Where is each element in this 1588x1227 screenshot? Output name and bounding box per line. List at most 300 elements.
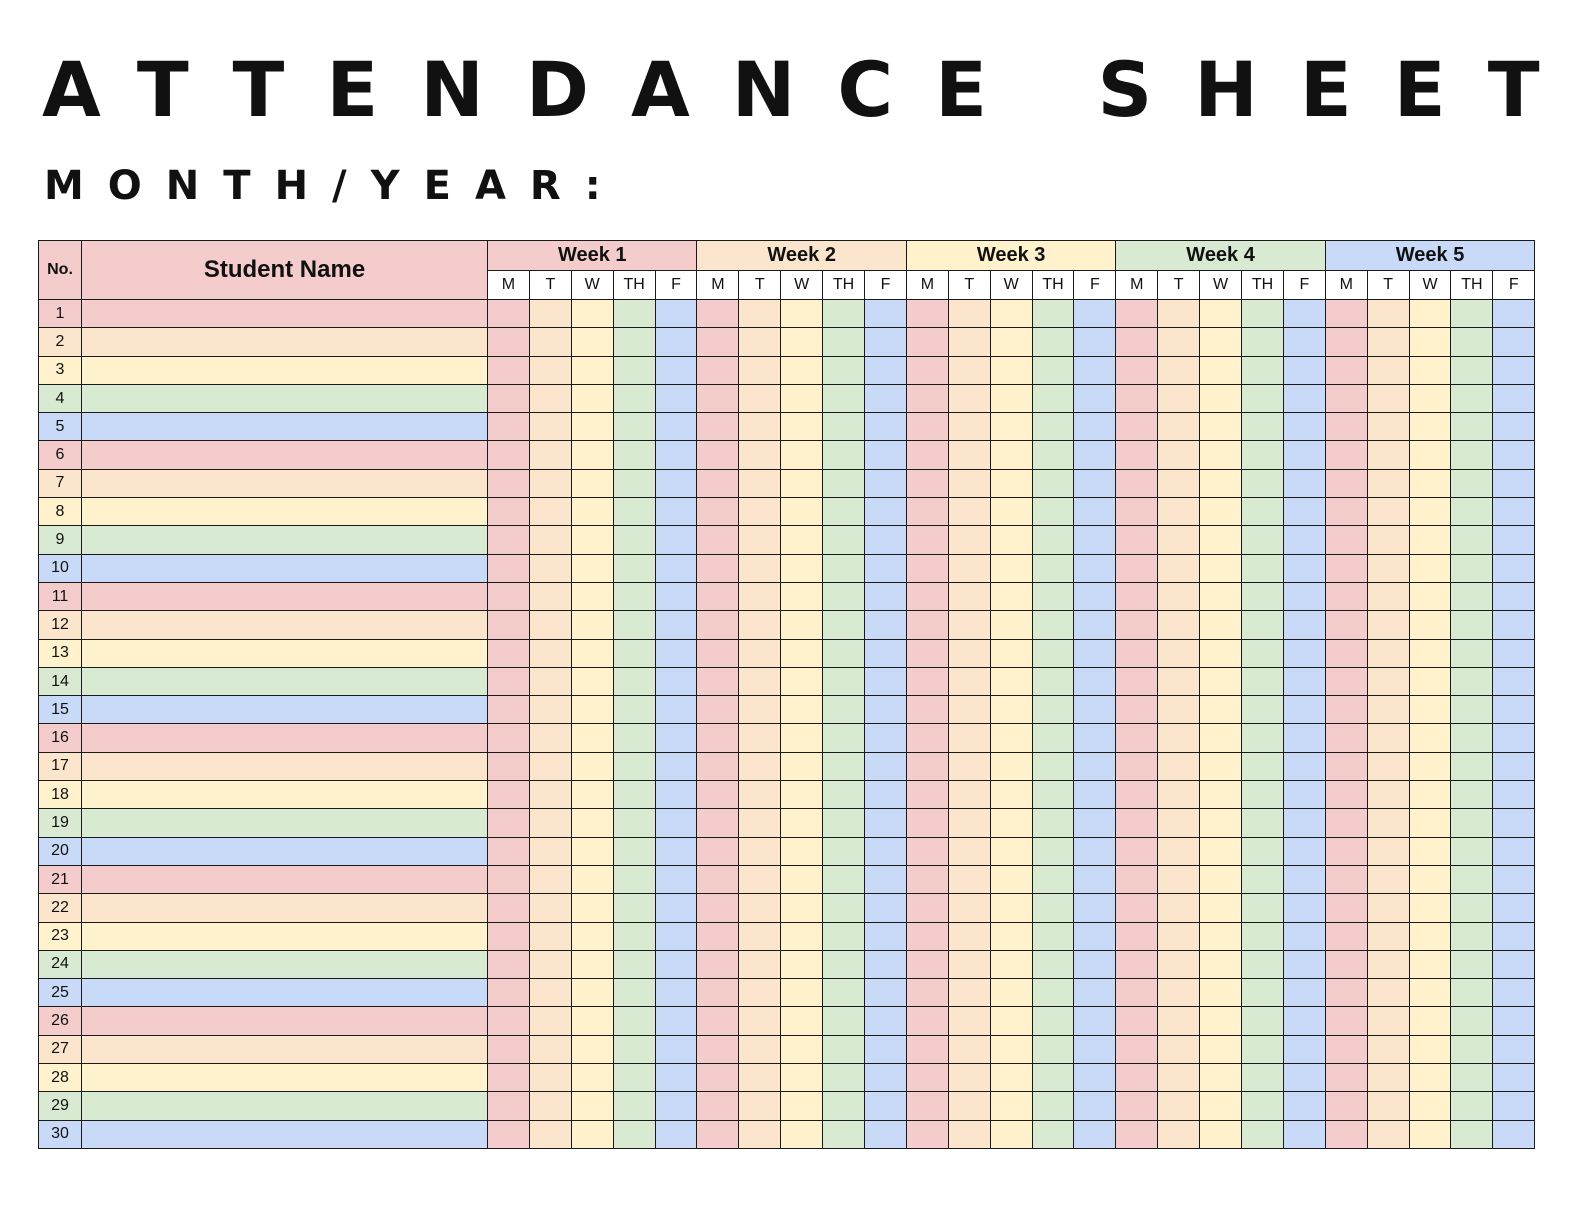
attendance-cell[interactable] [1283,809,1325,837]
attendance-cell[interactable] [1409,696,1451,724]
attendance-cell[interactable] [1032,894,1074,922]
attendance-cell[interactable] [1032,752,1074,780]
attendance-cell[interactable] [1242,384,1284,412]
attendance-cell[interactable] [571,356,613,384]
attendance-cell[interactable] [1409,356,1451,384]
attendance-cell[interactable] [1325,300,1367,328]
attendance-cell[interactable] [781,328,823,356]
attendance-cell[interactable] [739,582,781,610]
attendance-cell[interactable] [990,837,1032,865]
attendance-cell[interactable] [488,922,530,950]
attendance-cell[interactable] [948,1035,990,1063]
attendance-cell[interactable] [823,441,865,469]
attendance-cell[interactable] [1451,582,1493,610]
attendance-cell[interactable] [488,979,530,1007]
attendance-cell[interactable] [990,582,1032,610]
attendance-cell[interactable] [865,328,907,356]
attendance-cell[interactable] [529,384,571,412]
attendance-cell[interactable] [488,752,530,780]
attendance-cell[interactable] [1116,611,1158,639]
attendance-cell[interactable] [906,441,948,469]
attendance-cell[interactable] [781,526,823,554]
attendance-cell[interactable] [1116,582,1158,610]
attendance-cell[interactable] [697,979,739,1007]
attendance-cell[interactable] [1032,554,1074,582]
attendance-cell[interactable] [739,469,781,497]
attendance-cell[interactable] [1200,413,1242,441]
attendance-cell[interactable] [1283,865,1325,893]
attendance-cell[interactable] [865,300,907,328]
attendance-cell[interactable] [1242,1092,1284,1120]
attendance-cell[interactable] [1158,752,1200,780]
attendance-cell[interactable] [1074,384,1116,412]
attendance-cell[interactable] [1242,300,1284,328]
attendance-cell[interactable] [571,922,613,950]
attendance-cell[interactable] [948,356,990,384]
attendance-cell[interactable] [697,1064,739,1092]
attendance-cell[interactable] [697,328,739,356]
attendance-cell[interactable] [655,894,697,922]
attendance-cell[interactable] [1325,441,1367,469]
attendance-cell[interactable] [906,696,948,724]
attendance-cell[interactable] [571,639,613,667]
attendance-cell[interactable] [1116,809,1158,837]
attendance-cell[interactable] [1451,979,1493,1007]
attendance-cell[interactable] [1493,752,1535,780]
attendance-cell[interactable] [906,611,948,639]
attendance-cell[interactable] [1493,809,1535,837]
attendance-cell[interactable] [1200,809,1242,837]
attendance-cell[interactable] [529,1120,571,1148]
attendance-cell[interactable] [1283,554,1325,582]
attendance-cell[interactable] [1242,752,1284,780]
attendance-cell[interactable] [1032,696,1074,724]
attendance-cell[interactable] [613,696,655,724]
attendance-cell[interactable] [1200,894,1242,922]
attendance-cell[interactable] [488,441,530,469]
attendance-cell[interactable] [697,894,739,922]
attendance-cell[interactable] [1283,1035,1325,1063]
attendance-cell[interactable] [990,979,1032,1007]
attendance-cell[interactable] [697,724,739,752]
attendance-cell[interactable] [1367,469,1409,497]
attendance-cell[interactable] [1032,498,1074,526]
attendance-cell[interactable] [488,526,530,554]
attendance-cell[interactable] [655,667,697,695]
attendance-cell[interactable] [906,837,948,865]
attendance-cell[interactable] [613,1120,655,1148]
attendance-cell[interactable] [1116,1120,1158,1148]
attendance-cell[interactable] [529,611,571,639]
attendance-cell[interactable] [739,696,781,724]
attendance-cell[interactable] [571,328,613,356]
attendance-cell[interactable] [488,328,530,356]
attendance-cell[interactable] [1409,441,1451,469]
attendance-cell[interactable] [948,1092,990,1120]
attendance-cell[interactable] [1283,498,1325,526]
attendance-cell[interactable] [1158,1064,1200,1092]
attendance-cell[interactable] [865,837,907,865]
attendance-cell[interactable] [697,865,739,893]
attendance-cell[interactable] [1074,865,1116,893]
attendance-cell[interactable] [1367,498,1409,526]
attendance-cell[interactable] [1493,1035,1535,1063]
attendance-cell[interactable] [1158,498,1200,526]
attendance-cell[interactable] [865,696,907,724]
attendance-cell[interactable] [1074,469,1116,497]
attendance-cell[interactable] [948,1064,990,1092]
attendance-cell[interactable] [1283,696,1325,724]
attendance-cell[interactable] [948,809,990,837]
attendance-cell[interactable] [1242,781,1284,809]
attendance-cell[interactable] [1367,837,1409,865]
attendance-cell[interactable] [1409,526,1451,554]
attendance-cell[interactable] [739,498,781,526]
student-name-cell[interactable] [82,300,488,328]
attendance-cell[interactable] [1493,611,1535,639]
attendance-cell[interactable] [781,498,823,526]
attendance-cell[interactable] [865,1092,907,1120]
attendance-cell[interactable] [781,724,823,752]
attendance-cell[interactable] [1158,781,1200,809]
attendance-cell[interactable] [781,894,823,922]
attendance-cell[interactable] [1158,950,1200,978]
attendance-cell[interactable] [906,1064,948,1092]
attendance-cell[interactable] [1200,1092,1242,1120]
attendance-cell[interactable] [613,611,655,639]
attendance-cell[interactable] [823,865,865,893]
attendance-cell[interactable] [1074,356,1116,384]
attendance-cell[interactable] [1032,979,1074,1007]
attendance-cell[interactable] [906,384,948,412]
attendance-cell[interactable] [906,1007,948,1035]
attendance-cell[interactable] [488,582,530,610]
attendance-cell[interactable] [1325,384,1367,412]
student-name-cell[interactable] [82,922,488,950]
attendance-cell[interactable] [1367,781,1409,809]
student-name-cell[interactable] [82,781,488,809]
attendance-cell[interactable] [1283,950,1325,978]
attendance-cell[interactable] [739,328,781,356]
attendance-cell[interactable] [655,498,697,526]
attendance-cell[interactable] [571,837,613,865]
attendance-cell[interactable] [1032,526,1074,554]
attendance-cell[interactable] [906,950,948,978]
attendance-cell[interactable] [1074,582,1116,610]
attendance-cell[interactable] [948,894,990,922]
attendance-cell[interactable] [1493,837,1535,865]
attendance-cell[interactable] [1200,582,1242,610]
attendance-cell[interactable] [1116,837,1158,865]
attendance-cell[interactable] [1116,1007,1158,1035]
attendance-cell[interactable] [823,922,865,950]
attendance-cell[interactable] [1325,752,1367,780]
attendance-cell[interactable] [1074,950,1116,978]
attendance-cell[interactable] [529,809,571,837]
attendance-cell[interactable] [655,696,697,724]
attendance-cell[interactable] [781,950,823,978]
attendance-cell[interactable] [1451,724,1493,752]
attendance-cell[interactable] [1451,1064,1493,1092]
attendance-cell[interactable] [781,611,823,639]
attendance-cell[interactable] [1451,413,1493,441]
attendance-cell[interactable] [697,922,739,950]
attendance-cell[interactable] [1074,809,1116,837]
attendance-cell[interactable] [1283,469,1325,497]
attendance-cell[interactable] [906,1035,948,1063]
attendance-cell[interactable] [1032,667,1074,695]
attendance-cell[interactable] [1158,865,1200,893]
attendance-cell[interactable] [529,413,571,441]
attendance-cell[interactable] [1493,781,1535,809]
attendance-cell[interactable] [1493,413,1535,441]
attendance-cell[interactable] [697,950,739,978]
attendance-cell[interactable] [1158,1120,1200,1148]
attendance-cell[interactable] [823,356,865,384]
student-name-cell[interactable] [82,865,488,893]
attendance-cell[interactable] [1242,328,1284,356]
attendance-cell[interactable] [1242,582,1284,610]
attendance-cell[interactable] [1116,979,1158,1007]
attendance-cell[interactable] [529,526,571,554]
attendance-cell[interactable] [697,781,739,809]
attendance-cell[interactable] [1493,582,1535,610]
student-name-cell[interactable] [82,667,488,695]
attendance-cell[interactable] [1032,724,1074,752]
attendance-cell[interactable] [1158,413,1200,441]
attendance-cell[interactable] [529,979,571,1007]
attendance-cell[interactable] [1409,667,1451,695]
student-name-cell[interactable] [82,413,488,441]
attendance-cell[interactable] [1116,441,1158,469]
attendance-cell[interactable] [1493,1007,1535,1035]
attendance-cell[interactable] [906,554,948,582]
attendance-cell[interactable] [1283,1007,1325,1035]
attendance-cell[interactable] [613,1092,655,1120]
attendance-cell[interactable] [1200,837,1242,865]
attendance-cell[interactable] [488,498,530,526]
attendance-cell[interactable] [990,639,1032,667]
attendance-cell[interactable] [1116,865,1158,893]
attendance-cell[interactable] [1283,781,1325,809]
attendance-cell[interactable] [906,639,948,667]
attendance-cell[interactable] [1493,328,1535,356]
attendance-cell[interactable] [1242,809,1284,837]
attendance-cell[interactable] [1325,413,1367,441]
attendance-cell[interactable] [1367,639,1409,667]
attendance-cell[interactable] [990,752,1032,780]
attendance-cell[interactable] [865,1064,907,1092]
attendance-cell[interactable] [948,1120,990,1148]
attendance-cell[interactable] [990,1064,1032,1092]
attendance-cell[interactable] [1325,1035,1367,1063]
attendance-cell[interactable] [571,894,613,922]
attendance-cell[interactable] [1158,328,1200,356]
attendance-cell[interactable] [488,1007,530,1035]
attendance-cell[interactable] [906,582,948,610]
attendance-cell[interactable] [1451,328,1493,356]
attendance-cell[interactable] [865,781,907,809]
attendance-cell[interactable] [906,865,948,893]
attendance-cell[interactable] [823,1120,865,1148]
attendance-cell[interactable] [613,1007,655,1035]
attendance-cell[interactable] [865,356,907,384]
attendance-cell[interactable] [990,1092,1032,1120]
attendance-cell[interactable] [1493,384,1535,412]
attendance-cell[interactable] [1325,696,1367,724]
attendance-cell[interactable] [1493,979,1535,1007]
attendance-cell[interactable] [1242,1035,1284,1063]
attendance-cell[interactable] [781,752,823,780]
attendance-cell[interactable] [739,1035,781,1063]
attendance-cell[interactable] [781,1007,823,1035]
attendance-cell[interactable] [906,979,948,1007]
attendance-cell[interactable] [655,979,697,1007]
attendance-cell[interactable] [781,300,823,328]
attendance-cell[interactable] [697,837,739,865]
attendance-cell[interactable] [613,809,655,837]
attendance-cell[interactable] [697,498,739,526]
attendance-cell[interactable] [613,837,655,865]
attendance-cell[interactable] [1116,894,1158,922]
attendance-cell[interactable] [990,696,1032,724]
attendance-cell[interactable] [1116,554,1158,582]
attendance-cell[interactable] [781,356,823,384]
attendance-cell[interactable] [1367,554,1409,582]
attendance-cell[interactable] [1367,696,1409,724]
attendance-cell[interactable] [781,1064,823,1092]
attendance-cell[interactable] [613,865,655,893]
student-name-cell[interactable] [82,639,488,667]
attendance-cell[interactable] [1074,696,1116,724]
attendance-cell[interactable] [1325,950,1367,978]
student-name-cell[interactable] [82,582,488,610]
attendance-cell[interactable] [823,1064,865,1092]
attendance-cell[interactable] [1325,1092,1367,1120]
attendance-cell[interactable] [1200,356,1242,384]
attendance-cell[interactable] [1074,413,1116,441]
attendance-cell[interactable] [1032,809,1074,837]
attendance-cell[interactable] [1493,696,1535,724]
attendance-cell[interactable] [1409,498,1451,526]
attendance-cell[interactable] [823,1092,865,1120]
attendance-cell[interactable] [823,752,865,780]
attendance-cell[interactable] [1158,300,1200,328]
attendance-cell[interactable] [1116,696,1158,724]
attendance-cell[interactable] [865,582,907,610]
attendance-cell[interactable] [1367,1007,1409,1035]
attendance-cell[interactable] [1116,469,1158,497]
attendance-cell[interactable] [906,894,948,922]
attendance-cell[interactable] [948,469,990,497]
attendance-cell[interactable] [865,1007,907,1035]
attendance-cell[interactable] [1283,441,1325,469]
attendance-cell[interactable] [823,498,865,526]
attendance-cell[interactable] [1283,979,1325,1007]
attendance-cell[interactable] [488,809,530,837]
attendance-cell[interactable] [823,1007,865,1035]
attendance-cell[interactable] [1283,752,1325,780]
attendance-cell[interactable] [488,611,530,639]
attendance-cell[interactable] [906,922,948,950]
attendance-cell[interactable] [1074,894,1116,922]
attendance-cell[interactable] [1451,1092,1493,1120]
attendance-cell[interactable] [823,696,865,724]
attendance-cell[interactable] [1325,1064,1367,1092]
attendance-cell[interactable] [1200,611,1242,639]
attendance-cell[interactable] [1409,469,1451,497]
attendance-cell[interactable] [1367,724,1409,752]
attendance-cell[interactable] [990,554,1032,582]
attendance-cell[interactable] [1032,384,1074,412]
attendance-cell[interactable] [1200,1007,1242,1035]
attendance-cell[interactable] [739,639,781,667]
attendance-cell[interactable] [613,498,655,526]
attendance-cell[interactable] [488,1092,530,1120]
attendance-cell[interactable] [1493,526,1535,554]
attendance-cell[interactable] [1409,922,1451,950]
attendance-cell[interactable] [1493,1092,1535,1120]
attendance-cell[interactable] [1200,752,1242,780]
attendance-cell[interactable] [488,667,530,695]
attendance-cell[interactable] [655,300,697,328]
attendance-cell[interactable] [1493,554,1535,582]
attendance-cell[interactable] [488,1120,530,1148]
attendance-cell[interactable] [1074,1120,1116,1148]
attendance-cell[interactable] [1451,639,1493,667]
attendance-cell[interactable] [613,979,655,1007]
attendance-cell[interactable] [823,950,865,978]
attendance-cell[interactable] [655,328,697,356]
student-name-cell[interactable] [82,526,488,554]
attendance-cell[interactable] [1242,526,1284,554]
attendance-cell[interactable] [739,950,781,978]
attendance-cell[interactable] [697,1035,739,1063]
attendance-cell[interactable] [655,922,697,950]
attendance-cell[interactable] [1200,526,1242,554]
attendance-cell[interactable] [781,469,823,497]
attendance-cell[interactable] [1409,413,1451,441]
attendance-cell[interactable] [1032,1092,1074,1120]
attendance-cell[interactable] [1032,1120,1074,1148]
attendance-cell[interactable] [613,724,655,752]
attendance-cell[interactable] [1032,1035,1074,1063]
attendance-cell[interactable] [1032,1064,1074,1092]
attendance-cell[interactable] [823,611,865,639]
attendance-cell[interactable] [781,582,823,610]
attendance-cell[interactable] [613,469,655,497]
attendance-cell[interactable] [781,554,823,582]
attendance-cell[interactable] [823,300,865,328]
attendance-cell[interactable] [781,1092,823,1120]
attendance-cell[interactable] [1116,526,1158,554]
attendance-cell[interactable] [1158,611,1200,639]
attendance-cell[interactable] [1367,667,1409,695]
attendance-cell[interactable] [1158,809,1200,837]
student-name-cell[interactable] [82,384,488,412]
attendance-cell[interactable] [1409,300,1451,328]
attendance-cell[interactable] [488,554,530,582]
attendance-cell[interactable] [529,922,571,950]
attendance-cell[interactable] [697,667,739,695]
student-name-cell[interactable] [82,469,488,497]
attendance-cell[interactable] [948,413,990,441]
attendance-cell[interactable] [1242,441,1284,469]
attendance-cell[interactable] [1493,356,1535,384]
attendance-cell[interactable] [739,1120,781,1148]
attendance-cell[interactable] [1032,441,1074,469]
attendance-cell[interactable] [1200,979,1242,1007]
